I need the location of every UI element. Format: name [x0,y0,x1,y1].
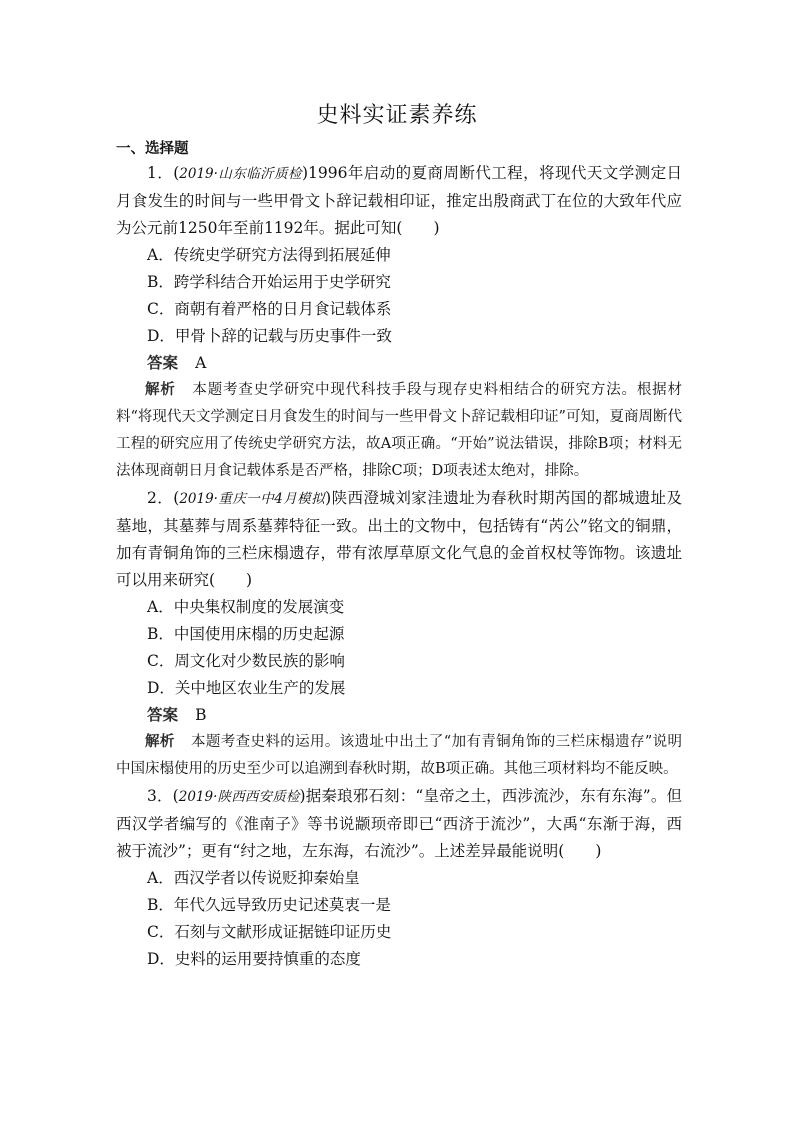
question-source: 2019·重庆一中4月模拟 [179,491,326,507]
answer-value: B [195,706,207,724]
section-heading: 一、选择题 [116,141,189,157]
explain-text: 本题考查史学研究中现代科技手段与现存史料相结合的研究方法。根据材料“将现代天文学测定日月食发生的时间与一些甲骨文卜辞记载相印证”可知，夏商周断代工程的研究应用了传统史学研究方法，故A项正确。“开始”说法错误，排除B项；材料无法体现商朝日月食记载体系是否严格，排除C项；D项表述太绝对，排除。 [116,382,683,479]
question-number: 2．( [147,489,180,507]
question-text: )据秦琅邪石刻：“皇帝之土，西涉流沙，东有东海”。但西汉学者编写的《淮南子》等书说颛顼帝即已“西济于流沙”，大禹“东渐于海，西被于流沙”；更有“纣之地，左东海，右流沙”。上述差异最能说明( ) [116,787,682,860]
question-3-option-c: C．石刻与文献形成证据链印证历史 [147,923,392,941]
question-1-option-d: D．甲骨卜辞的记载与历史事件一致 [147,327,392,345]
question-2-option-a: A．中央集权制度的发展演变 [147,598,345,616]
question-2-answer [116,702,682,729]
explain-label: 解析 [145,734,175,750]
answer-label: 答案 [147,354,179,372]
question-3-option-b: B．年代久远导致历史记述莫衷一是 [147,896,391,914]
question-2-stem [116,485,682,594]
question-1-option-a: A．传统史学研究方法得到拓展延伸 [147,246,391,264]
question-2-option-d: D．关中地区农业生产的发展 [147,679,346,697]
question-3-stem [116,783,682,865]
page-title: 史料实证素养练 [316,103,478,128]
question-1-explanation [116,377,682,485]
question-source: 2019·陕西西安质检 [178,789,300,805]
question-text: )1996年启动的夏商周断代工程，将现代天文学测定日月食发生的时间与一些甲骨文卜辞记载相印证，推定出殷商武丁在位的大致年代应为公元前1250年至前1192年。据此可知( ) [116,164,682,237]
answer-label: 答案 [147,706,179,724]
question-1-stem [116,160,682,242]
question-list [116,160,682,973]
question-3-option-a: A．西汉学者以传说贬抑秦始皇 [147,869,360,887]
question-text: )陕西澄城刘家洼遗址为春秋时期芮国的都城遗址及墓地，其墓葬与周系墓葬特征一致。出土的文物中，包括铸有“芮公”铭文的铜鼎，加有青铜角饰的三栏床榻遗存，带有浓厚草原文化气息的金首权杖等饰物。该遗址可以用来研究( ) [116,489,682,589]
question-source: 2019·山东临沂质检 [179,166,302,182]
question-2-explanation [116,729,682,783]
question-2-option-c: C．周文化对少数民族的影响 [147,652,345,670]
question-3-option-d: D．史料的运用要持慎重的态度 [147,950,361,968]
explain-label: 解析 [145,382,176,398]
question-number: 3．( [147,787,179,805]
explain-text: 本题考查史料的运用。该遗址中出土了“加有青铜角饰的三栏床榻遗存”说明中国床榻使用的历史至少可以追溯到春秋时期，故B项正确。其他三项材料均不能反映。 [116,734,683,777]
question-1-option-c: C．商朝有着严格的日月食记载体系 [147,300,392,318]
question-1-option-b: B．跨学科结合开始运用于史学研究 [147,273,391,291]
question-1-answer [116,350,682,377]
answer-value: A [195,354,207,372]
question-2-option-b: B．中国使用床榻的历史起源 [147,625,345,643]
question-number: 1．( [147,164,180,182]
